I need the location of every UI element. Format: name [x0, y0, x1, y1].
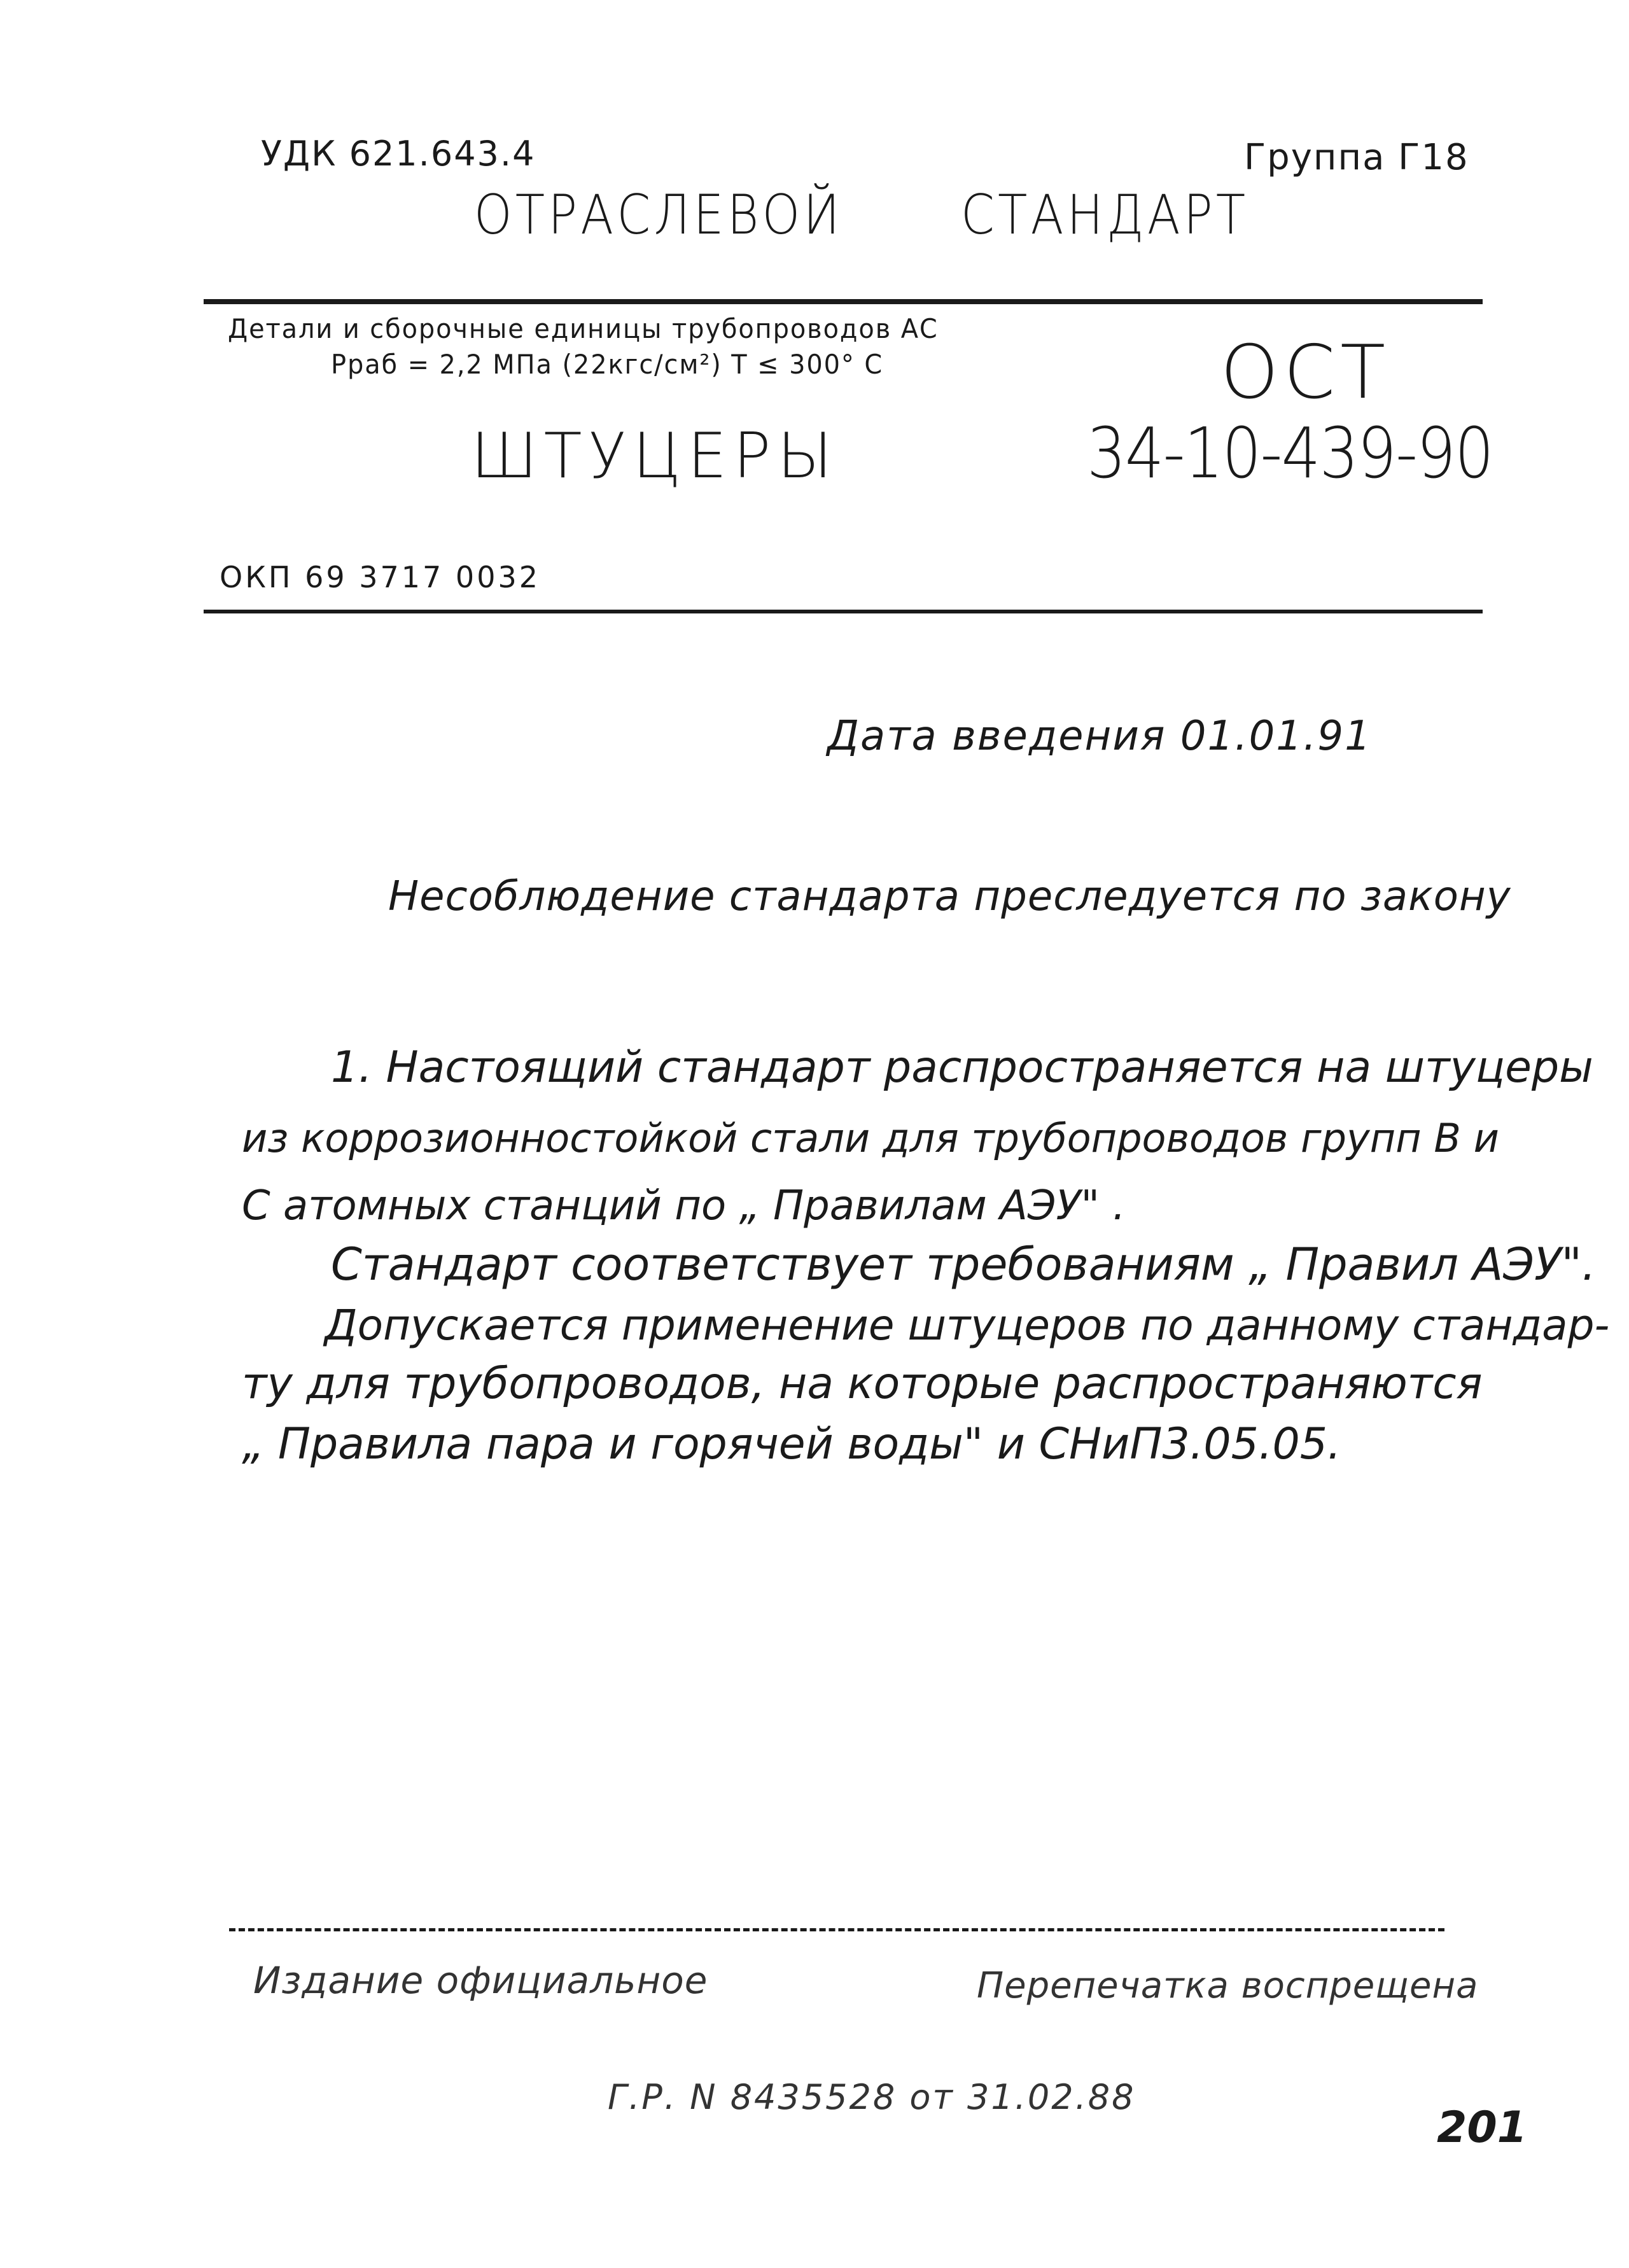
body-line-3: С атомных станций по „ Правилам АЭУ" .: [242, 1182, 1126, 1229]
standard-designation-ost: ОСТ: [1220, 330, 1391, 416]
group-code: Группа Г18: [1244, 137, 1469, 178]
standard-name: ШТУЦЕРЫ: [471, 420, 839, 493]
registration-number: Г.Р. N 8435528 от 31.02.88: [608, 2077, 1136, 2117]
standard-subject-line1: Детали и сборочные единицы трубопроводов АС: [228, 313, 939, 344]
page-number: 201: [1437, 2103, 1527, 2153]
bottom-rule: [204, 610, 1483, 613]
legal-notice: Несоблюдение стандарта преследуется по закону: [388, 873, 1511, 920]
body-line-4: Стандарт соответствует требованиям „ Правил АЭУ".: [331, 1238, 1597, 1291]
official-edition-label: Издание официальное: [253, 1959, 708, 2002]
body-line-7: „ Правила пара и горячей воды" и СНиП3.05.05.: [242, 1419, 1341, 1469]
body-line-6: ту для трубопроводов, на которые распространяются: [242, 1359, 1483, 1409]
okp-code: ОКП 69 3717 0032: [220, 560, 540, 594]
udk-code: УДК 621.643.4: [261, 134, 536, 174]
body-line-2: из коррозионностойкой стали для трубопроводов групп В и: [242, 1115, 1499, 1161]
standard-designation-number: 34-10-439-90: [1087, 412, 1493, 494]
body-line-1: 1. Настоящий стандарт распространяется на штуцеры: [331, 1042, 1593, 1093]
body-line-5: Допускается применение штуцеров по данному стандар-: [325, 1301, 1610, 1350]
document-type-left: ОТРАСЛЕВОЙ: [474, 183, 843, 247]
standard-subject-line2: Рраб = 2,2 МПа (22кгс/см²) Т ≤ 300° С: [331, 349, 884, 380]
footer-rule: [229, 1928, 1444, 1931]
reprint-prohibited-label: Перепечатка воспрещена: [977, 1965, 1479, 2006]
top-rule: [204, 299, 1483, 304]
document-type-right: СТАНДАРТ: [961, 183, 1249, 247]
introduction-date: Дата введения 01.01.91: [827, 713, 1372, 760]
